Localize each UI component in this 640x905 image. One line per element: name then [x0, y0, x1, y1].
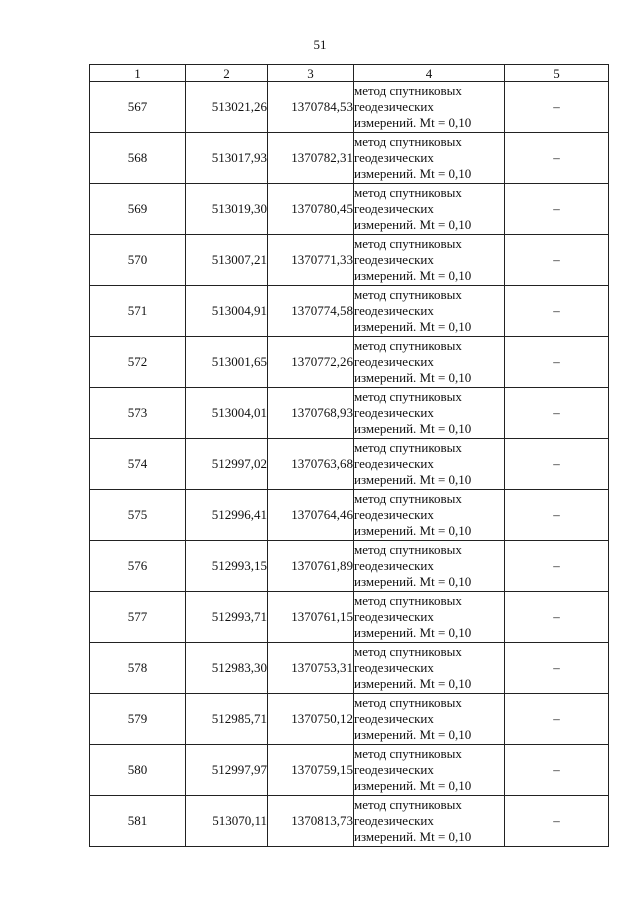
method-line-1: метод спутниковых	[354, 389, 462, 404]
y-coordinate-cell: 1370771,33	[268, 235, 354, 286]
method-cell	[354, 745, 505, 796]
column-header-3: 3	[268, 65, 354, 82]
method-line-3: измерений. Mt = 0,10	[354, 421, 472, 436]
y-coordinate-cell: 1370784,53	[268, 82, 354, 133]
point-number-cell: 574	[90, 439, 186, 490]
method-line-3: измерений. Mt = 0,10	[354, 370, 472, 385]
method-line-2: геодезических	[354, 405, 434, 420]
method-line-3: измерений. Mt = 0,10	[354, 268, 472, 283]
method-line-2: геодезических	[354, 762, 434, 777]
method-line-1: метод спутниковых	[354, 287, 462, 302]
table-row	[90, 82, 609, 133]
method-line-1: метод спутниковых	[354, 695, 462, 710]
x-coordinate-cell: 513004,91	[186, 286, 268, 337]
coordinates-table	[89, 64, 609, 847]
method-line-2: геодезических	[354, 99, 434, 114]
x-coordinate-cell: 513017,93	[186, 133, 268, 184]
method-line-2: геодезических	[354, 354, 434, 369]
method-cell	[354, 286, 505, 337]
column-header-2: 2	[186, 65, 268, 82]
method-cell	[354, 796, 505, 847]
note-cell: –	[505, 388, 609, 439]
x-coordinate-cell: 513019,30	[186, 184, 268, 235]
method-line-2: геодезических	[354, 609, 434, 624]
method-line-1: метод спутниковых	[354, 797, 462, 812]
method-line-3: измерений. Mt = 0,10	[354, 625, 472, 640]
y-coordinate-cell: 1370761,15	[268, 592, 354, 643]
table-row	[90, 286, 609, 337]
point-number-cell: 568	[90, 133, 186, 184]
method-line-1: метод спутниковых	[354, 593, 462, 608]
method-line-2: геодезических	[354, 252, 434, 267]
method-line-3: измерений. Mt = 0,10	[354, 319, 472, 334]
column-header-5: 5	[505, 65, 609, 82]
point-number-cell: 573	[90, 388, 186, 439]
y-coordinate-cell: 1370782,31	[268, 133, 354, 184]
point-number-cell: 569	[90, 184, 186, 235]
y-coordinate-cell: 1370780,45	[268, 184, 354, 235]
x-coordinate-cell: 513021,26	[186, 82, 268, 133]
y-coordinate-cell: 1370774,58	[268, 286, 354, 337]
x-coordinate-cell: 512997,02	[186, 439, 268, 490]
y-coordinate-cell: 1370750,12	[268, 694, 354, 745]
column-header-4: 4	[354, 65, 505, 82]
note-cell: –	[505, 490, 609, 541]
method-line-2: геодезических	[354, 813, 434, 828]
y-coordinate-cell: 1370772,26	[268, 337, 354, 388]
method-line-3: измерений. Mt = 0,10	[354, 472, 472, 487]
x-coordinate-cell: 513001,65	[186, 337, 268, 388]
method-line-3: измерений. Mt = 0,10	[354, 115, 472, 130]
method-cell	[354, 337, 505, 388]
table-row	[90, 337, 609, 388]
x-coordinate-cell: 512983,30	[186, 643, 268, 694]
point-number-cell: 579	[90, 694, 186, 745]
method-line-3: измерений. Mt = 0,10	[354, 727, 472, 742]
method-line-2: геодезических	[354, 456, 434, 471]
table-row	[90, 235, 609, 286]
note-cell: –	[505, 745, 609, 796]
table-row	[90, 643, 609, 694]
method-line-1: метод спутниковых	[354, 134, 462, 149]
point-number-cell: 570	[90, 235, 186, 286]
note-cell: –	[505, 541, 609, 592]
note-cell: –	[505, 133, 609, 184]
x-coordinate-cell: 512993,71	[186, 592, 268, 643]
y-coordinate-cell: 1370813,73	[268, 796, 354, 847]
x-coordinate-cell: 512993,15	[186, 541, 268, 592]
method-line-2: геодезических	[354, 660, 434, 675]
method-cell	[354, 133, 505, 184]
method-cell	[354, 235, 505, 286]
point-number-cell: 567	[90, 82, 186, 133]
method-cell	[354, 439, 505, 490]
note-cell: –	[505, 286, 609, 337]
column-header-1: 1	[90, 65, 186, 82]
note-cell: –	[505, 337, 609, 388]
note-cell: –	[505, 439, 609, 490]
table-row	[90, 541, 609, 592]
y-coordinate-cell: 1370759,15	[268, 745, 354, 796]
method-line-3: измерений. Mt = 0,10	[354, 523, 472, 538]
method-line-3: измерений. Mt = 0,10	[354, 217, 472, 232]
point-number-cell: 571	[90, 286, 186, 337]
method-cell	[354, 82, 505, 133]
method-cell	[354, 184, 505, 235]
x-coordinate-cell: 512996,41	[186, 490, 268, 541]
method-line-1: метод спутниковых	[354, 185, 462, 200]
point-number-cell: 572	[90, 337, 186, 388]
y-coordinate-cell: 1370763,68	[268, 439, 354, 490]
point-number-cell: 581	[90, 796, 186, 847]
table-row	[90, 796, 609, 847]
point-number-cell: 580	[90, 745, 186, 796]
method-line-3: измерений. Mt = 0,10	[354, 574, 472, 589]
page-number: 51	[313, 37, 327, 52]
method-line-3: измерений. Mt = 0,10	[354, 166, 472, 181]
note-cell: –	[505, 694, 609, 745]
x-coordinate-cell: 513004,01	[186, 388, 268, 439]
y-coordinate-cell: 1370761,89	[268, 541, 354, 592]
table-row	[90, 439, 609, 490]
method-line-1: метод спутниковых	[354, 236, 462, 251]
point-number-cell: 577	[90, 592, 186, 643]
method-line-2: геодезических	[354, 507, 434, 522]
note-cell: –	[505, 643, 609, 694]
method-cell	[354, 694, 505, 745]
table-row	[90, 184, 609, 235]
note-cell: –	[505, 235, 609, 286]
y-coordinate-cell: 1370768,93	[268, 388, 354, 439]
method-cell	[354, 541, 505, 592]
y-coordinate-cell: 1370753,31	[268, 643, 354, 694]
point-number-cell: 576	[90, 541, 186, 592]
x-coordinate-cell: 513070,11	[186, 796, 268, 847]
table-header-row	[90, 65, 609, 82]
table-row	[90, 745, 609, 796]
table-row	[90, 388, 609, 439]
method-line-2: геодезических	[354, 150, 434, 165]
method-line-2: геодезических	[354, 711, 434, 726]
method-line-3: измерений. Mt = 0,10	[354, 778, 472, 793]
x-coordinate-cell: 513007,21	[186, 235, 268, 286]
method-cell	[354, 490, 505, 541]
method-line-1: метод спутниковых	[354, 83, 462, 98]
table-row	[90, 133, 609, 184]
table-row	[90, 490, 609, 541]
table-row	[90, 592, 609, 643]
note-cell: –	[505, 82, 609, 133]
method-line-1: метод спутниковых	[354, 746, 462, 761]
method-cell	[354, 592, 505, 643]
method-line-2: геодезических	[354, 201, 434, 216]
method-cell	[354, 388, 505, 439]
note-cell: –	[505, 184, 609, 235]
method-line-2: геодезических	[354, 558, 434, 573]
method-line-1: метод спутниковых	[354, 491, 462, 506]
note-cell: –	[505, 592, 609, 643]
point-number-cell: 578	[90, 643, 186, 694]
method-line-1: метод спутниковых	[354, 542, 462, 557]
note-cell: –	[505, 796, 609, 847]
x-coordinate-cell: 512985,71	[186, 694, 268, 745]
method-cell	[354, 643, 505, 694]
method-line-1: метод спутниковых	[354, 440, 462, 455]
y-coordinate-cell: 1370764,46	[268, 490, 354, 541]
point-number-cell: 575	[90, 490, 186, 541]
x-coordinate-cell: 512997,97	[186, 745, 268, 796]
method-line-1: метод спутниковых	[354, 338, 462, 353]
method-line-1: метод спутниковых	[354, 644, 462, 659]
method-line-3: измерений. Mt = 0,10	[354, 676, 472, 691]
method-line-2: геодезических	[354, 303, 434, 318]
method-line-3: измерений. Mt = 0,10	[354, 829, 472, 844]
table-row	[90, 694, 609, 745]
